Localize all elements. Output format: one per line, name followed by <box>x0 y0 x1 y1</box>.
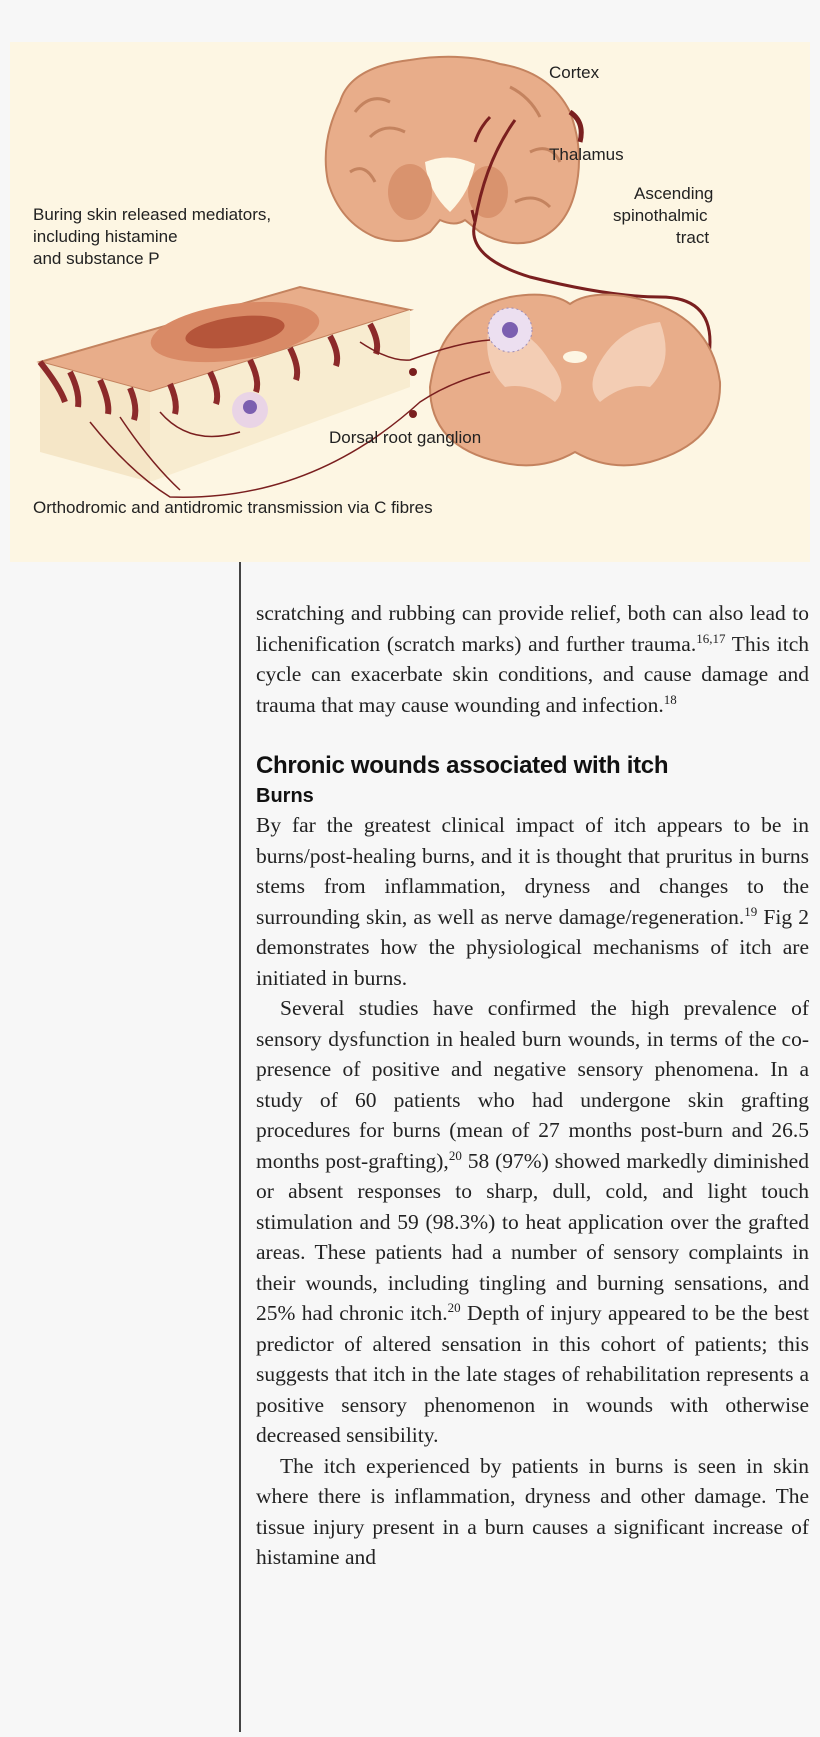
reference-19: 19 <box>744 903 758 919</box>
label-tract-line-3: tract <box>676 228 710 247</box>
reference-20a: 20 <box>448 1147 462 1163</box>
label-mediators-line-2: including histamine <box>33 227 178 246</box>
reference-20b: 20 <box>447 1300 461 1315</box>
label-mediators-line-1: Buring skin released mediators, <box>33 205 272 224</box>
paragraph-2: By far the greatest clinical impact of itch appears to be in burns/post-healing burns, and it is thought that pruritus in burns stems from inflammation, dryness and changes to the surrounding skin, as well as nerve damage/regeneration.$^{19}$ Fig 2 demonstrates how the physiological mechanisms of itch are initiated in burns. <box>256 813 810 990</box>
brain-illustration <box>326 57 582 243</box>
reference-18: 18 <box>663 691 677 707</box>
column-divider <box>239 562 241 1732</box>
label-tract-line-2: spinothalmic <box>613 206 708 225</box>
itch-pathway-illustration <box>10 42 810 562</box>
subsection-heading: Burns <box>256 785 314 807</box>
label-mediators-line-3: and substance P <box>33 249 160 268</box>
label-tract-line-1: Ascending <box>634 184 714 203</box>
label-dorsal-root-ganglion: Dorsal root ganglion <box>329 428 482 447</box>
label-thalamus: Thalamus <box>549 145 624 164</box>
paragraph-4: The itch experienced by patients in burns is seen in skin where there is inflammation, dryness and other damage. The tissue injury present in a burn causes a significant increase of histamine and <box>256 1453 809 1569</box>
reference-16-17: 16,17 <box>696 630 726 646</box>
paragraph-3: Several studies have confirmed the high prevalence of sensory dysfunction in healed burn wounds, in terms of the co-presence of positive and negative sensory phenomena. In a study of 60 patients who had undergone skin grafting procedures for burns (mean of 27 months post-burn and 26.5 months post-grafting),$^{20}$ 58 (97%) showed markedly diminished or absent responses to sharp, dull, cold, and light touch stimulation and 59 (98.3%) to heat application over the grafted areas. These patients had a number of sensory complaints in their wounds, including tingling and burning sensations, and 25% had chronic itch.$^{20}$ Depth of injury appeared to be the best predictor of altered sensation in this cohort of patients; this suggests that itch in the late stages of rehabilitation represents a positive sensory phenomenon in wounds with otherwise decreased sensibility. <box>256 996 809 1447</box>
skin-block-illustration <box>40 287 490 497</box>
section-heading: Chronic wounds associated with itch <box>256 752 669 779</box>
label-cortex: Cortex <box>549 63 600 82</box>
paragraph-1: scratching and rubbing can provide relief, both can also lead to lichenification (scratch marks) and further trauma.$^{16,17}$ This itch cycle can exacerbate skin conditions, and cause damage and trauma that may cause wounding and infection.$^{18}$ <box>256 601 809 717</box>
figure-caption: Orthodromic and antidromic transmission via C fibres <box>33 498 433 517</box>
figure-2 <box>10 42 810 562</box>
article-column <box>256 598 809 1573</box>
